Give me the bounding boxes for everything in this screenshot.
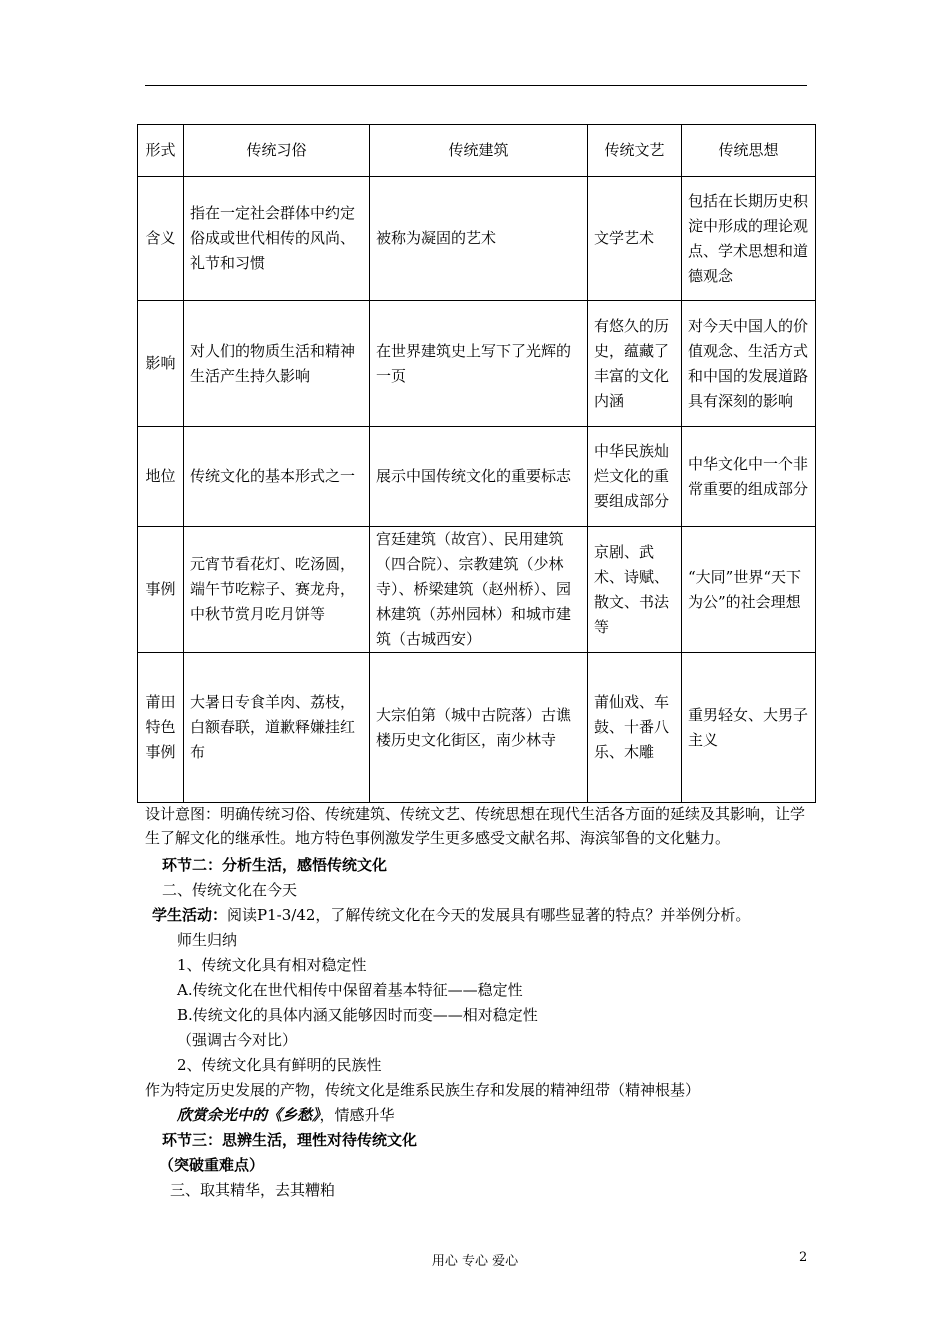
- row-label: 事例: [138, 527, 184, 653]
- table-cell: “大同”世界“天下为公”的社会理想: [682, 527, 816, 653]
- table-cell: 有悠久的历史，蕴藏了丰富的文化内涵: [588, 301, 682, 427]
- summary-line: 师生归纳: [177, 931, 238, 949]
- table-row: [138, 301, 816, 427]
- row-label: 含义: [138, 177, 184, 301]
- section3-title: 环节三：思辨生活，理性对待传统文化: [162, 1131, 418, 1149]
- table-cell: 大暑日专食羊肉、荔枝，白额春联，道歉释嫌挂红布: [184, 653, 370, 803]
- design-intent-paragraph: 设计意图：明确传统习俗、传统建筑、传统文艺、传统思想在现代生活各方面的延续及其影响，让学生了解文化的继承性。地方特色事例激发学生更多感受文献名邦、海滨邹鲁的文化魅力。: [145, 805, 806, 847]
- table-cell: 指在一定社会群体中约定俗成或世代相传的风尚、礼节和习惯: [184, 177, 370, 301]
- table-cell: 大宗伯第（城中古院落）古谯楼历史文化街区，南少林寺: [370, 653, 588, 803]
- row-label: 影响: [138, 301, 184, 427]
- table-cell: 被称为凝固的艺术: [370, 177, 588, 301]
- page-number: 2: [799, 1250, 808, 1265]
- table-row: [138, 527, 816, 653]
- table-header-cell: 传统建筑: [370, 125, 588, 177]
- table-header-row: [138, 125, 816, 177]
- point-2-text: 作为特定历史发展的产物，传统文化是维系民族生存和发展的精神纽带（精神根基）: [145, 1081, 701, 1099]
- point-1a: A.传统文化在世代相传中保留着基本特征——稳定性: [177, 981, 523, 999]
- activity-label: 学生活动：: [152, 906, 228, 924]
- table-header-cell: 传统习俗: [184, 125, 370, 177]
- row-label: 莆田特色事例: [138, 653, 184, 803]
- table-cell: 中华民族灿烂文化的重要组成部分: [588, 427, 682, 527]
- heading-3: 三、取其精华，去其糟粕: [170, 1181, 336, 1199]
- table-row: [138, 427, 816, 527]
- table-cell: 莆仙戏、车鼓、十番八乐、木雕: [588, 653, 682, 803]
- table-header-cell: 形式: [138, 125, 184, 177]
- table-cell: 中华文化中一个非常重要的组成部分: [682, 427, 816, 527]
- traditional-culture-table: [137, 124, 816, 803]
- note-line: （强调古今对比）: [177, 1031, 298, 1049]
- header-rule: [145, 85, 807, 86]
- table-cell: 重男轻女、大男子主义: [682, 653, 816, 803]
- point-1: 1、传统文化具有相对稳定性: [177, 956, 367, 974]
- table-cell: 对今天中国人的价值观念、生活方式和中国的发展道路具有深刻的影响: [682, 301, 816, 427]
- appreciate-bold: 欣赏余光中的《乡愁》: [177, 1106, 320, 1124]
- section2-title: 环节二：分析生活，感悟传统文化: [162, 856, 388, 874]
- table-cell: 传统文化的基本形式之一: [184, 427, 370, 527]
- heading-2: 二、传统文化在今天: [162, 881, 298, 899]
- table-header-cell: 传统文艺: [588, 125, 682, 177]
- table-cell: 文学艺术: [588, 177, 682, 301]
- footer-text: 用心 专心 爱心: [431, 1254, 519, 1269]
- appreciate-rest: ，情感升华: [319, 1106, 395, 1124]
- table-cell: 元宵节看花灯、吃汤圆，端午节吃粽子、赛龙舟，中秋节赏月吃月饼等: [184, 527, 370, 653]
- table-cell: 宫廷建筑（故宫）、民用建筑（四合院）、宗教建筑（少林寺）、桥梁建筑（赵州桥）、园林建筑（苏州园林）和城市建筑（古城西安）: [370, 527, 588, 653]
- section3-subtitle: （突破重难点）: [159, 1156, 265, 1174]
- table-row: [138, 653, 816, 803]
- student-activity: [152, 903, 824, 927]
- point-1b: B.传统文化的具体内涵又能够因时而变——相对稳定性: [177, 1006, 538, 1024]
- activity-text: 阅读P1-3/42，了解传统文化在今天的发展具有哪些显著的特点？并举例分析。: [227, 906, 751, 924]
- table-cell: 京剧、武术、诗赋、散文、书法等: [588, 527, 682, 653]
- table-cell: 对人们的物质生活和精神生活产生持久影响: [184, 301, 370, 427]
- appreciate-line: [177, 1103, 849, 1127]
- table-cell: 包括在长期历史积淀中形成的理论观点、学术思想和道德观念: [682, 177, 816, 301]
- table-row: [138, 177, 816, 301]
- table-cell: 在世界建筑史上写下了光辉的一页: [370, 301, 588, 427]
- table-header-cell: 传统思想: [682, 125, 816, 177]
- row-label: 地位: [138, 427, 184, 527]
- point-2: 2、传统文化具有鲜明的民族性: [177, 1056, 382, 1074]
- table-cell: 展示中国传统文化的重要标志: [370, 427, 588, 527]
